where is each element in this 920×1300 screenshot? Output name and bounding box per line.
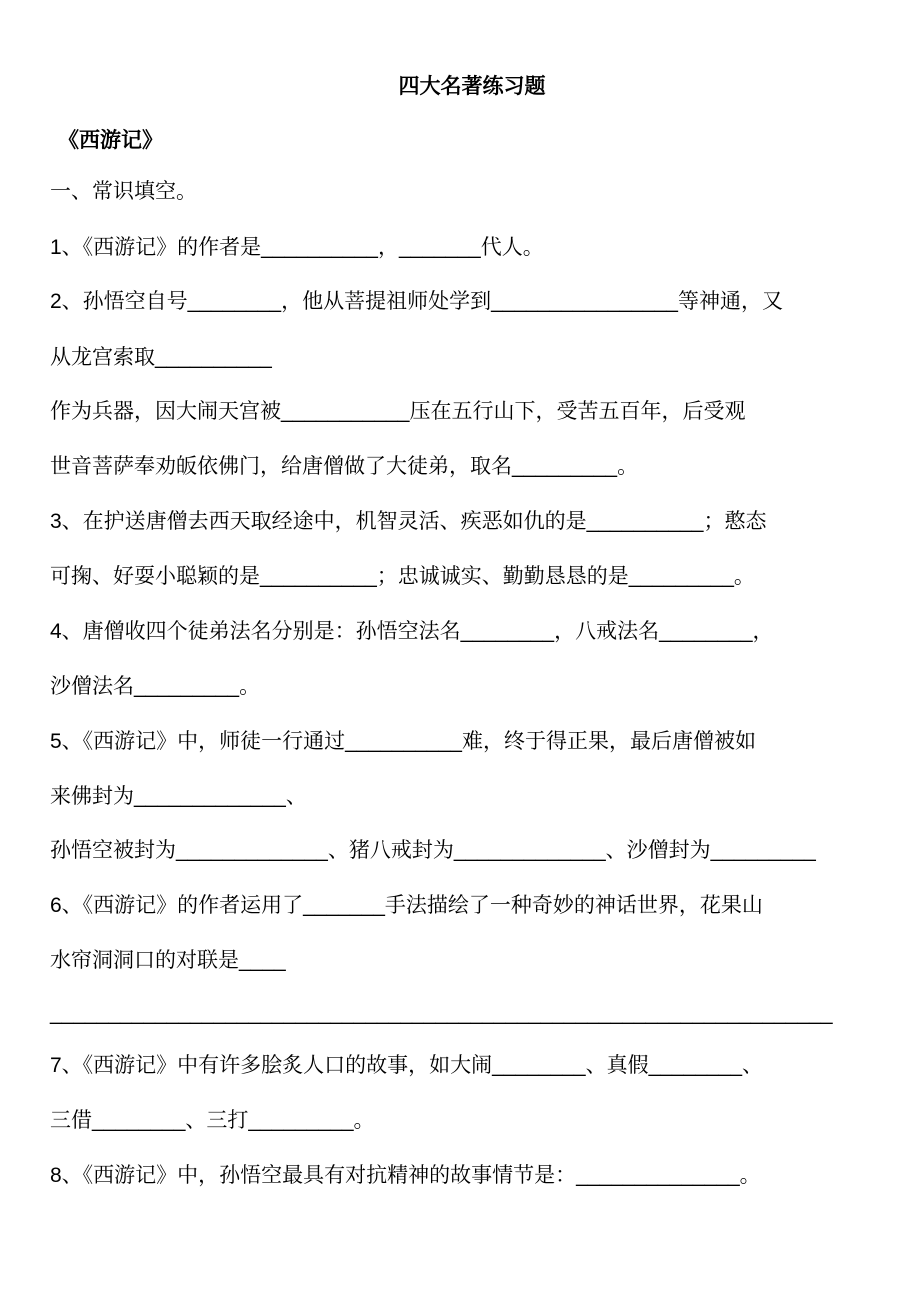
question-line: 7、《西游记》中有许多脍炙人口的故事，如大闹________、真假________、 xyxy=(50,1054,764,1077)
question-line: 从龙宫索取__________ xyxy=(50,346,272,369)
question-line: ___________________________________________________________________ xyxy=(50,1002,833,1025)
question-line: 6、《西游记》的作者运用了_______手法描绘了一种奇妙的神话世界，花果山 xyxy=(50,894,763,917)
question-line: 1、《西游记》的作者是__________，_______代人。 xyxy=(50,236,544,259)
question-line: 三借________、三打_________。 xyxy=(50,1109,375,1132)
page-title: 四大名著练习题 xyxy=(398,74,546,98)
question-line: 沙僧法名_________。 xyxy=(50,675,261,698)
section-heading: 《西游记》 xyxy=(58,128,163,152)
question-line: 孙悟空被封为_____________、猪八戒封为_____________、沙僧封为_________ xyxy=(50,839,816,862)
question-line: 可掬、好耍小聪颖的是__________；忠诚诚实、勤勤恳恳的是_________。 xyxy=(50,565,755,588)
section-instruction: 一、常识填空。 xyxy=(50,180,197,203)
question-line: 4、唐僧收四个徒弟法名分别是：孙悟空法名________，八戒法名________， xyxy=(50,620,774,643)
question-line: 水帘洞洞口的对联是____ xyxy=(50,949,286,972)
question-line: 作为兵器，因大闹天宫被___________压在五行山下，受苦五百年，后受观 xyxy=(50,400,746,423)
question-line: 2、孙悟空自号________，他从菩提祖师处学到________________等神通，又 xyxy=(50,290,783,313)
question-line: 5、《西游记》中，师徒一行通过__________难，终于得正果，最后唐僧被如 xyxy=(50,730,756,753)
question-line: 8、《西游记》中，孙悟空最具有对抗精神的故事情节是：______________。 xyxy=(50,1164,761,1187)
question-line: 世音菩萨奉劝皈依佛门，给唐僧做了大徒弟，取名_________。 xyxy=(50,455,639,478)
question-line: 3、在护送唐僧去西天取经途中，机智灵活、疾恶如仇的是__________；憨态 xyxy=(50,510,767,533)
question-line: 来佛封为_____________、 xyxy=(50,785,307,808)
